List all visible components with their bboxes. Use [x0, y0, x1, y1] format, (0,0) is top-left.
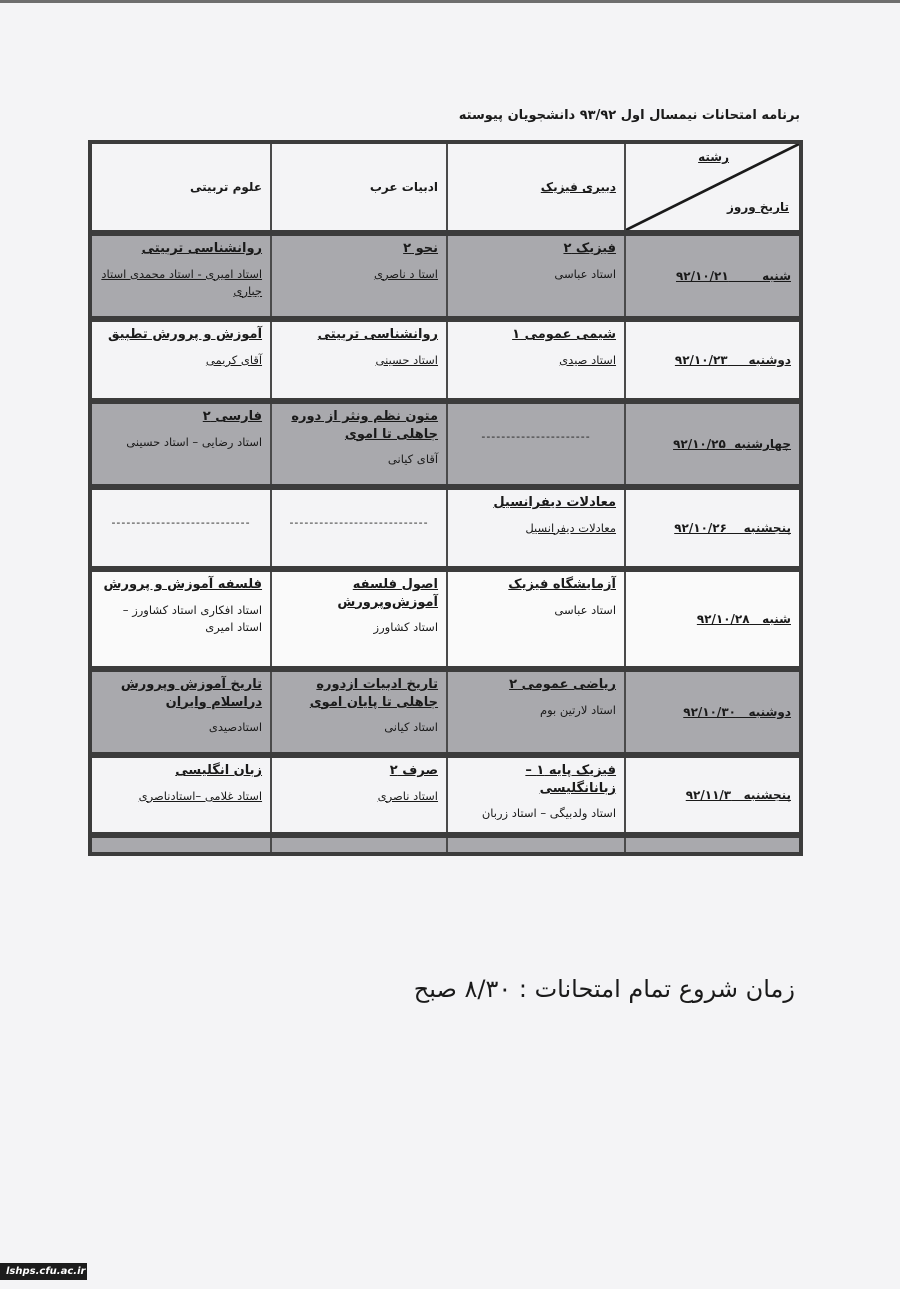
table-row — [90, 487, 801, 569]
day-date-cell: پنجشنبه ۹۲/۱۱/۳ — [625, 755, 801, 835]
scan-top-edge — [0, 0, 900, 3]
exam-cell: ---------------------------- — [90, 487, 271, 569]
corner-label-date: تاریخ وروز — [727, 200, 789, 214]
exam-cell: فارسی ۲ استاد رضایی – استاد حسینی — [90, 401, 271, 487]
day-date-cell: چهارشنبه ۹۲/۱۰/۲۵ — [625, 401, 801, 487]
site-watermark: lshps.cfu.ac.ir — [0, 1263, 87, 1280]
exam-start-time-note: زمان شروع تمام امتحانات : ۸/۳۰ صبح — [413, 975, 795, 1003]
exam-cell: آزمایشگاه فیزیک استاد عباسی — [447, 569, 625, 669]
exam-cell: ---------------------- — [447, 401, 625, 487]
header-field-physics: دبیری فیزیک — [447, 142, 625, 233]
day-date-cell: شنبه ۹۲/۱۰/۲۸ — [625, 569, 801, 669]
exam-cell: تاریخ ادبیات ازدوره جاهلی تا پایان اموی استاد کیانی — [271, 669, 447, 755]
exam-cell: روانشناسی تربیتی استاد امیری - استاد محمدی استاد جباری — [90, 233, 271, 319]
table-row — [90, 319, 801, 401]
exam-cell: معادلات دیفرانسیل معادلات دیفرانسیل — [447, 487, 625, 569]
table-row — [90, 755, 801, 835]
table-row — [90, 669, 801, 755]
exam-cell: روانشناسی تربیتی استاد حسینی — [271, 319, 447, 401]
table-row — [90, 569, 801, 669]
exam-cell: اصول فلسفه آموزش‌وپرورش استاد کشاورز — [271, 569, 447, 669]
day-date-cell: دوشنبه ۹۲/۱۰/۲۳ — [625, 319, 801, 401]
exam-cell: صرف ۲ استاد ناصری — [271, 755, 447, 835]
exam-schedule-table — [88, 140, 803, 856]
exam-cell: ریاضی عمومی ۲ استاد لارتین بوم — [447, 669, 625, 755]
exam-cell: فلسفه آموزش و پرورش استاد افکاری استاد کشاورز – استاد امیری — [90, 569, 271, 669]
header-corner-cell — [625, 142, 801, 233]
exam-cell: ---------------------------- — [271, 487, 447, 569]
document-title: برنامه امتحانات نیمسال اول ۹۳/۹۲ دانشجویان پیوسته — [458, 108, 800, 123]
header-row — [90, 142, 801, 233]
exam-cell: تاریخ آموزش وپرورش دراسلام وایران استادصیدی — [90, 669, 271, 755]
day-date-cell: شنبه ۹۲/۱۰/۲۱ — [625, 233, 801, 319]
exam-cell: فیزیک پایه ۱ – زبانانگلیسی استاد ولدبیگی – استاد زربان — [447, 755, 625, 835]
header-field-arabic-literature: ادبیات عرب — [271, 142, 447, 233]
table-row — [90, 233, 801, 319]
day-date-cell: پنجشنبه ۹۲/۱۰/۲۶ — [625, 487, 801, 569]
exam-cell: شیمی عمومی ۱ استاد صیدی — [447, 319, 625, 401]
exam-cell: آموزش و پرورش تطبیق آقای کریمی — [90, 319, 271, 401]
table-row — [90, 401, 801, 487]
exam-cell: متون نظم ونثر از دوره جاهلی تا اموی آقای کیانی — [271, 401, 447, 487]
corner-label-field: رشته — [698, 150, 729, 164]
exam-cell: نحو ۲ استا د ناصری — [271, 233, 447, 319]
day-date-cell: دوشنبه ۹۲/۱۰/۳۰ — [625, 669, 801, 755]
exam-cell: فیزیک ۲ استاد عباسی — [447, 233, 625, 319]
header-field-educational-sciences: علوم تربیتی — [90, 142, 271, 233]
exam-cell: زبان انگلیسی استاد غلامی –استادناصری — [90, 755, 271, 835]
table-bottom-band — [90, 835, 801, 854]
